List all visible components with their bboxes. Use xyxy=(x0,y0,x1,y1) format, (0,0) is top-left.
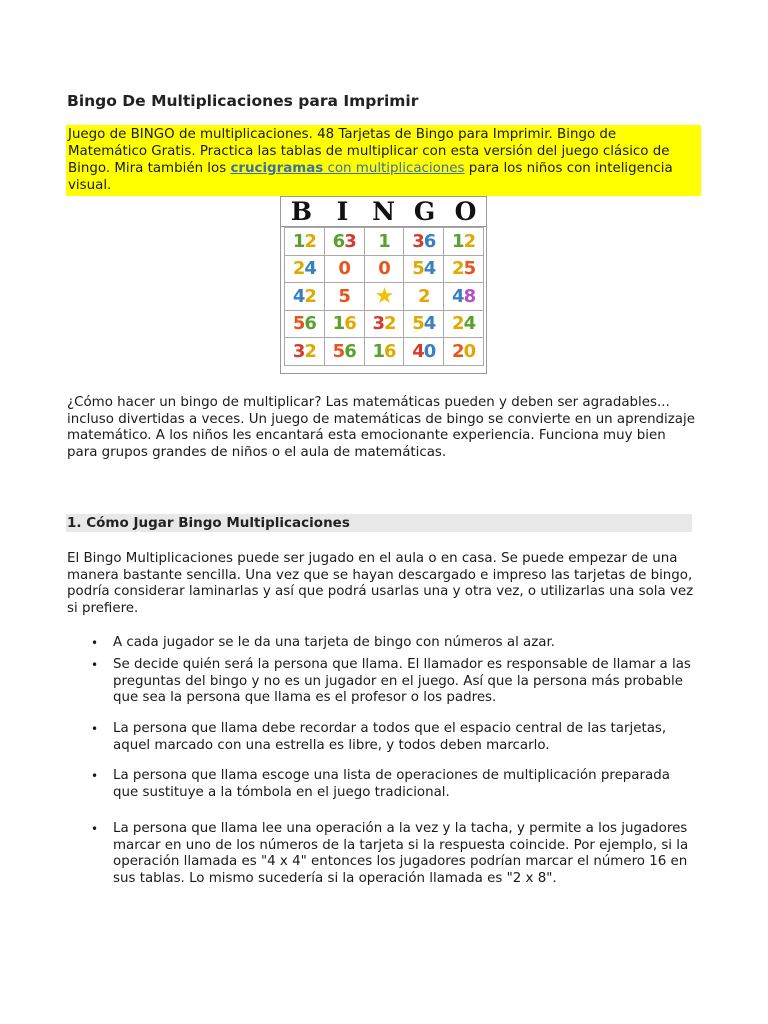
list-item-text: A cada jugador se le da una tarjeta de bingo con números al azar. xyxy=(113,635,556,650)
bingo-number xyxy=(444,228,484,256)
list-item-text: La persona que llama lee una operación a la vez y la tacha, y permite a los jugadores marcar en uno de los números de la tarjeta si la respuesta coincide. Por ejemplo, si la operación llamada es "4 x 4" entonces los jugadores podrían marcar el número 16 en sus tablas. Lo mismo sucedería si la operación llamada es "2 x 8". xyxy=(113,821,689,886)
bingo-letter: I xyxy=(336,197,349,226)
bullet-dot: • xyxy=(91,636,99,650)
bingo-digit: 0 xyxy=(463,340,476,362)
bingo-number xyxy=(444,338,484,366)
bingo-digit: 4 xyxy=(304,258,316,280)
bingo-digit: 6 xyxy=(423,230,436,252)
bingo-digit: 3 xyxy=(412,230,424,252)
bingo-digit: 2 xyxy=(304,230,316,252)
bingo-digit: 0 xyxy=(423,340,436,362)
bingo-digit: 4 xyxy=(463,313,476,335)
bingo-letter: G xyxy=(413,197,436,226)
bingo-number xyxy=(365,311,405,339)
bingo-digit: 2 xyxy=(292,258,305,280)
list-item xyxy=(91,657,693,707)
bingo-digit: 6 xyxy=(304,313,316,335)
bingo-digit: 0 xyxy=(338,258,350,280)
bingo-letter: B xyxy=(290,197,313,226)
bingo-number xyxy=(365,228,405,256)
list-item xyxy=(91,821,693,887)
bingo-digit: 5 xyxy=(332,340,345,362)
section-heading: 1. Cómo Jugar Bingo Multiplicaciones xyxy=(66,514,692,532)
bingo-digit: 2 xyxy=(452,313,464,335)
intro-text-end: para los niños con inteligencia visual. xyxy=(68,161,673,193)
bingo-digit: 4 xyxy=(412,340,424,362)
crucigramas-link[interactable]: crucigramas xyxy=(230,161,324,176)
bingo-digit: 8 xyxy=(463,285,476,307)
bingo-letter: O xyxy=(454,197,477,226)
bingo-digit: 3 xyxy=(372,313,384,335)
bingo-digit: 2 xyxy=(304,340,316,362)
bingo-digit: 5 xyxy=(412,313,424,335)
list-item xyxy=(91,635,693,652)
bingo-digit: 2 xyxy=(452,340,464,362)
bingo-card-grid xyxy=(284,227,484,366)
bingo-digit: 4 xyxy=(423,313,436,335)
bingo-digit: 6 xyxy=(383,340,396,362)
bingo-number xyxy=(325,338,365,366)
bingo-digit: 5 xyxy=(463,258,476,280)
bingo-number xyxy=(404,338,444,366)
bingo-digit: 1 xyxy=(372,340,384,362)
bingo-digit: 1 xyxy=(332,313,345,335)
bingo-digit: 5 xyxy=(338,285,350,307)
bingo-number xyxy=(285,228,325,256)
list-item-text: Se decide quién será la persona que llama. El llamador es responsable de llamar a las preguntas del bingo y no es un jugador en el juego. Así que la persona más probable que sea la persona que llama es el profesor o los padres. xyxy=(113,657,691,706)
bullet-dot: • xyxy=(91,769,99,783)
bingo-number xyxy=(444,283,484,311)
bingo-digit: 5 xyxy=(292,313,305,335)
bingo-number xyxy=(404,256,444,284)
bingo-number xyxy=(285,338,325,366)
bingo-letter: N xyxy=(372,197,395,226)
bingo-digit: 0 xyxy=(378,258,390,280)
page-title: Bingo De Multiplicaciones para Imprimir xyxy=(67,92,419,110)
bullet-dot: • xyxy=(91,822,99,836)
list-item xyxy=(91,721,693,754)
bingo-digit: 3 xyxy=(344,230,356,252)
bingo-number xyxy=(285,256,325,284)
bingo-number xyxy=(325,283,365,311)
bingo-digit: 4 xyxy=(452,285,464,307)
intro-text: Juego de BINGO de multiplicaciones. 48 Tarjetas de Bingo para Imprimir. Bingo de Matemático Gratis. Practica las tablas de multiplicar con esta versión del juego clásico de Bingo. Mira también los xyxy=(68,127,670,176)
intro-highlight xyxy=(66,125,701,196)
bullet-dot: • xyxy=(91,658,99,672)
free-space-star-icon: ★ xyxy=(365,283,405,311)
bingo-digit: 1 xyxy=(292,230,305,252)
bingo-digit: 2 xyxy=(418,285,430,307)
bingo-digit: 4 xyxy=(292,285,305,307)
bingo-card-header xyxy=(281,197,486,227)
bingo-number xyxy=(444,256,484,284)
bingo-number xyxy=(444,311,484,339)
bingo-digit: 3 xyxy=(292,340,305,362)
bingo-number xyxy=(285,311,325,339)
bingo-number xyxy=(285,283,325,311)
bingo-number xyxy=(325,256,365,284)
bullet-dot: • xyxy=(91,722,99,736)
bingo-number xyxy=(404,283,444,311)
bingo-number xyxy=(365,338,405,366)
bingo-number xyxy=(325,311,365,339)
intro-paragraph: ¿Cómo hacer un bingo de multiplicar? Las matemáticas pueden y deben ser agradables... incluso divertidas a veces. Un juego de matemáticas de bingo se convierte en un aprendizaje matemático. A los niños les encantará esta emocionante experiencia. Funciona muy bien para grupos grandes de niños o el aula de matemáticas. xyxy=(67,395,695,460)
bingo-digit: 1 xyxy=(452,230,464,252)
bingo-digit: 2 xyxy=(383,313,396,335)
bingo-digit: 6 xyxy=(344,313,356,335)
bingo-digit: 6 xyxy=(344,340,356,362)
list-item-text: La persona que llama debe recordar a todos que el espacio central de las tarjetas, aquel marcado con una estrella es libre, y todos deben marcarlo. xyxy=(113,721,667,753)
bingo-number xyxy=(325,228,365,256)
bingo-number xyxy=(365,256,405,284)
list-item-text: La persona que llama escoge una lista de operaciones de multiplicación preparada que sustituye a la tómbola en el juego tradicional. xyxy=(113,768,670,800)
bingo-digit: 5 xyxy=(412,258,424,280)
bingo-digit: 2 xyxy=(304,285,316,307)
list-item xyxy=(91,768,693,801)
bingo-number xyxy=(404,311,444,339)
bingo-card-image xyxy=(280,196,487,374)
bingo-digit: 4 xyxy=(423,258,436,280)
bingo-digit: 2 xyxy=(463,230,476,252)
bingo-digit: 1 xyxy=(378,230,390,252)
how-to-paragraph: El Bingo Multiplicaciones puede ser jugado en el aula o en casa. Se puede empezar de una manera bastante sencilla. Una vez que se hayan descargado e impreso las tarjetas de bingo, podría considerar laminarlas y así que podrá usarlas una y otra vez, o utilizarlas una sola vez si prefiere. xyxy=(67,551,694,616)
bingo-digit: 6 xyxy=(332,230,345,252)
bingo-number xyxy=(404,228,444,256)
bingo-digit: 2 xyxy=(452,258,464,280)
multiplicaciones-link[interactable]: con multiplicaciones xyxy=(323,161,465,176)
